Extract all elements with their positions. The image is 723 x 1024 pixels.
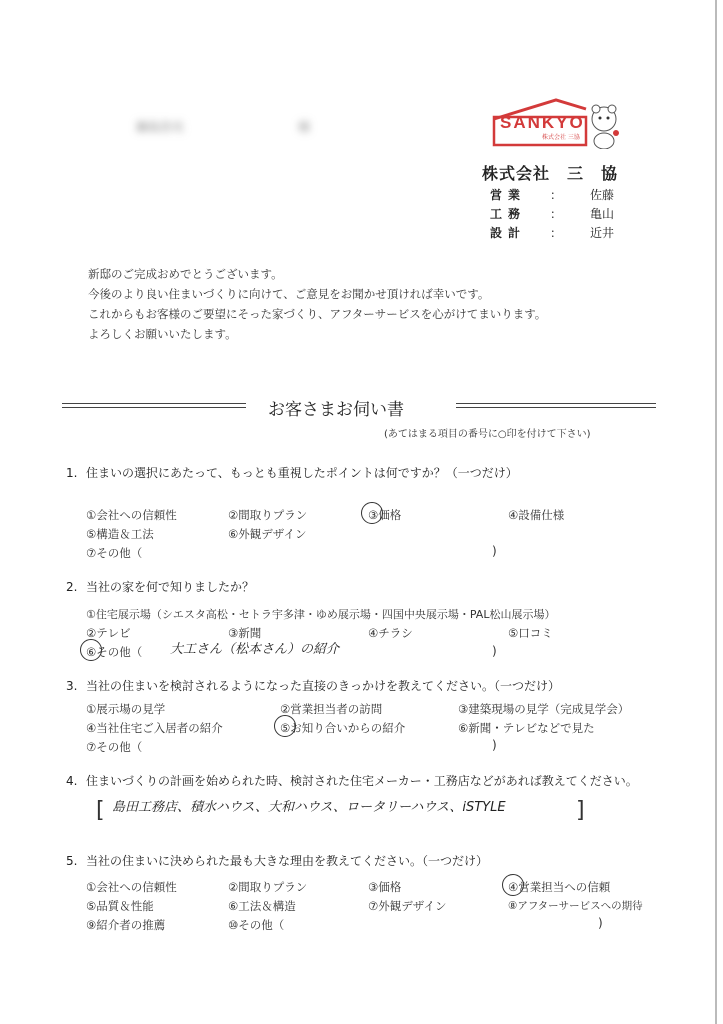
question-number: 3. [66,679,78,693]
customer-honorific: 様 [298,120,311,134]
q1-option: ②間取りプラン [228,508,308,522]
question-number: 2. [66,580,78,594]
greeting-line: 新邸のご完成おめでとうございます。 [88,267,283,281]
staff-colon: ： [550,188,563,202]
q5-option: ⑧アフターサービスへの期待 [508,900,643,912]
q1-option: ⑤構造＆工法 [86,527,154,541]
q1-option: ⑦その他（ [86,546,143,560]
q1-option-selected: ③価格 [368,508,402,522]
q1-option: ④設備仕様 [508,508,565,522]
q2-option: ⑤口コミ [508,626,553,640]
customer-name: 鍋島浩光 [136,120,185,134]
logo-sub: 株式会社 三協 [542,134,580,141]
q5-option: ⑦外観デザイン [368,899,447,913]
q2-option: ③新聞 [228,626,262,640]
question-number: 4. [66,774,78,788]
q2-option: ①住宅展示場（シエスタ高松・セトラ宇多津・ゆめ展示場・四国中央展示場・PAL松山展示場） [86,608,556,621]
greeting-line: よろしくお願いいたします。 [88,327,237,341]
q2-option: ②テレビ [86,626,131,640]
q3-option: ⑦その他（ [86,740,143,754]
close-paren: ) [492,544,497,558]
q4-handwritten-answer: 島田工務店、積水ハウス、大和ハウス、ロータリーハウス、iSTYLE [112,800,506,815]
q3-option: ④当社住宅ご入居者の紹介 [86,721,223,735]
close-paren: ) [492,644,497,658]
staff-name: 近井 [590,226,615,240]
q5-option: ③価格 [368,880,402,894]
q5-option: ⑨紹介者の推薦 [86,918,166,932]
answer-circle-mark [502,874,524,896]
title-rule-right [456,403,656,408]
q2-handwritten-answer: 大工さん（松本さん）の紹介 [170,642,340,657]
title-rule-left [62,403,246,408]
greeting-line: これからもお客様のご要望にそった家づくり、アフターサービスを心がけてまいります。 [88,307,547,321]
q3-option-selected: ⑤お知り合いからの紹介 [280,721,406,735]
close-paren: ) [492,738,497,752]
question-4 [66,772,638,789]
q2-option: ④チラシ [368,626,413,640]
q5-option: ⑥工法＆構造 [228,899,296,913]
close-bracket: ] [576,798,585,823]
open-bracket: [ [96,798,105,823]
staff-role: 工務 [490,207,527,221]
question-2 [66,578,254,595]
staff-name: 佐藤 [590,188,615,202]
customer-name-blurred [62,114,342,136]
q3-option: ②営業担当者の訪問 [280,702,383,716]
q3-option: ①展示場の見学 [86,702,166,716]
q5-option: ⑩その他（ [228,918,285,932]
staff-role: 設計 [490,226,527,240]
question-number: 5. [66,854,78,868]
scan-edge [715,0,717,1024]
form-title: お客さまお伺い書 [268,400,404,420]
question-3 [66,677,560,694]
answer-circle-mark [80,639,102,661]
question-1 [66,464,518,481]
q1-option: ⑥外観デザイン [228,527,307,541]
question-text: 住まいづくりの計画を始められた時、検討された住宅メーカー・工務店などがあれば教えてください。 [86,774,638,788]
staff-role: 営業 [490,188,527,202]
question-text: 住まいの選択にあたって、もっとも重視したポイントは何ですか？（一つだけ） [86,466,518,480]
q5-option: ⑤品質＆性能 [86,899,154,913]
form-instruction: (あてはまる項目の番号に○印を付けて下さい) [384,429,591,440]
q1-option: ①会社への信頼性 [86,508,177,522]
q5-option: ①会社への信頼性 [86,880,177,894]
question-text: 当社の家を何で知りましたか？ [86,580,255,594]
question-text: 当社の住まいに決められた最も大きな理由を教えてください。（一つだけ） [86,854,489,868]
answer-circle-mark [361,502,383,524]
logo-brand: SANKYO [500,113,585,132]
q5-option-selected: ④営業担当への信頼 [508,880,611,894]
greeting-line: 今後のより良い住まいづくりに向けて、ご意見をお聞かせ頂ければ幸いです。 [88,287,490,301]
question-number: 1. [66,466,78,480]
q5-option: ②間取りプラン [228,880,308,894]
staff-colon: ： [550,226,563,240]
answer-circle-mark [274,715,296,737]
staff-colon: ： [550,207,563,221]
q3-option: ③建築現場の見学（完成見学会） [458,702,630,716]
staff-name: 亀山 [590,207,615,221]
q2-option-selected: ⑥その他（ [86,645,143,659]
q3-option: ⑥新聞・テレビなどで見た [458,721,595,735]
question-5 [66,852,488,869]
close-paren: ) [598,916,603,930]
question-text: 当社の住まいを検討されるようになった直接のきっかけを教えてください。（一つだけ） [86,679,561,693]
sankyo-logo [490,97,622,149]
company-name: 株式会社 三 協 [482,164,619,183]
